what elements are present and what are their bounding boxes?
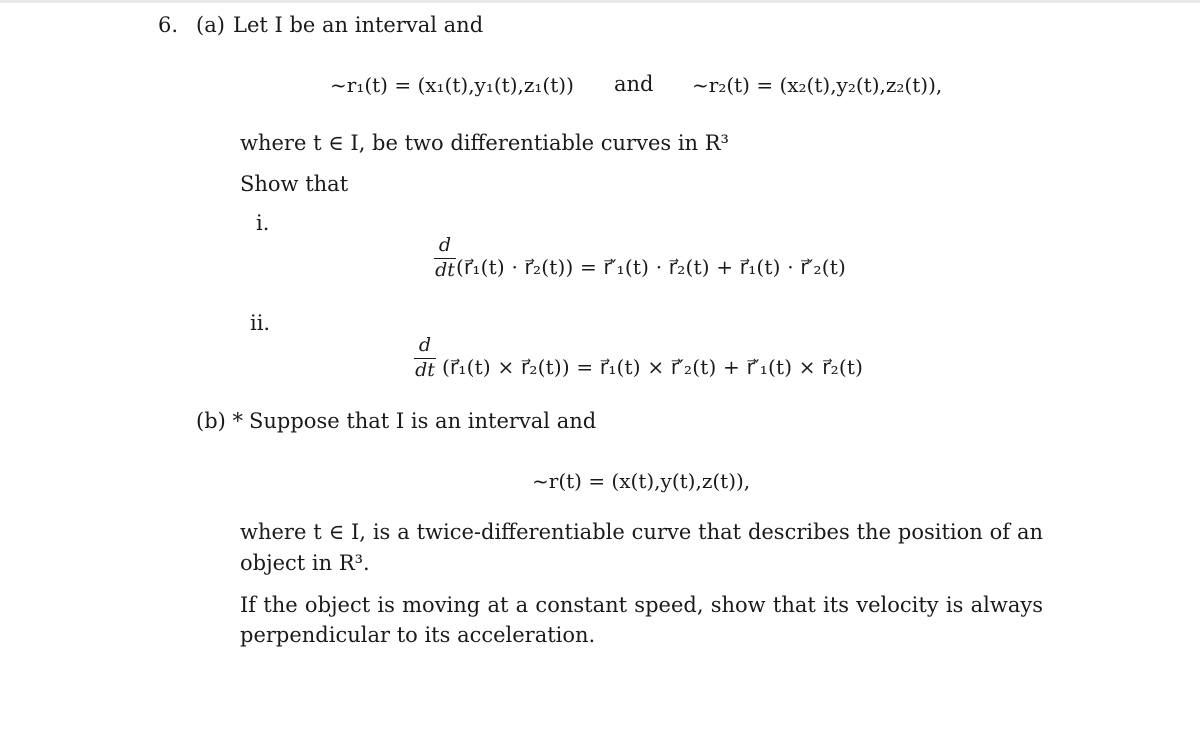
derivative-numerator: d xyxy=(438,234,452,256)
domain-statement: where t ∈ I, be two differentiable curves in R³ xyxy=(240,131,729,155)
part-b-paragraph1-line2: object in R³. xyxy=(240,551,370,575)
item-i-label: i. xyxy=(256,211,270,235)
part-b-intro: Suppose that I is an interval and xyxy=(249,409,597,433)
derivative-denominator: dt xyxy=(435,259,455,281)
part-b-paragraph1-line1: where t ∈ I, is a twice-differentiable curve that describes the position of an xyxy=(240,520,1043,544)
conjunction-and: and xyxy=(614,72,654,96)
equation-dot-product-rule: (r⃗₁(t) · r⃗₂(t)) = r⃗′₁(t) · r⃗₂(t) + r⃗₁(t) · r⃗′₂(t) xyxy=(456,255,846,279)
curve-r2-definition: ~r₂(t) = (x₂(t),y₂(t),z₂(t)), xyxy=(692,73,943,97)
part-b-paragraph2-line2: perpendicular to its acceleration. xyxy=(240,623,596,647)
show-that-text: Show that xyxy=(240,172,349,196)
item-ii-label: ii. xyxy=(250,311,271,335)
curve-r1-definition: ~r₁(t) = (x₁(t),y₁(t),z₁(t)) xyxy=(330,73,574,97)
problem-number: 6. xyxy=(158,13,179,37)
part-a-label: (a) xyxy=(196,13,225,37)
derivative-denominator: dt xyxy=(415,359,435,381)
part-b-paragraph2-line1: If the object is moving at a constant speed, show that its velocity is always xyxy=(240,593,1043,617)
derivative-numerator: d xyxy=(418,334,432,356)
part-b-label: (b) * xyxy=(196,409,244,433)
top-border xyxy=(0,0,1200,3)
part-a-intro: Let I be an interval and xyxy=(233,13,484,37)
curve-r-definition: ~r(t) = (x(t),y(t),z(t)), xyxy=(532,469,751,493)
equation-cross-product-rule: (r⃗₁(t) × r⃗₂(t)) = r⃗₁(t) × r⃗′₂(t) + r⃗′₁(t) × r⃗₂(t) xyxy=(442,355,864,379)
